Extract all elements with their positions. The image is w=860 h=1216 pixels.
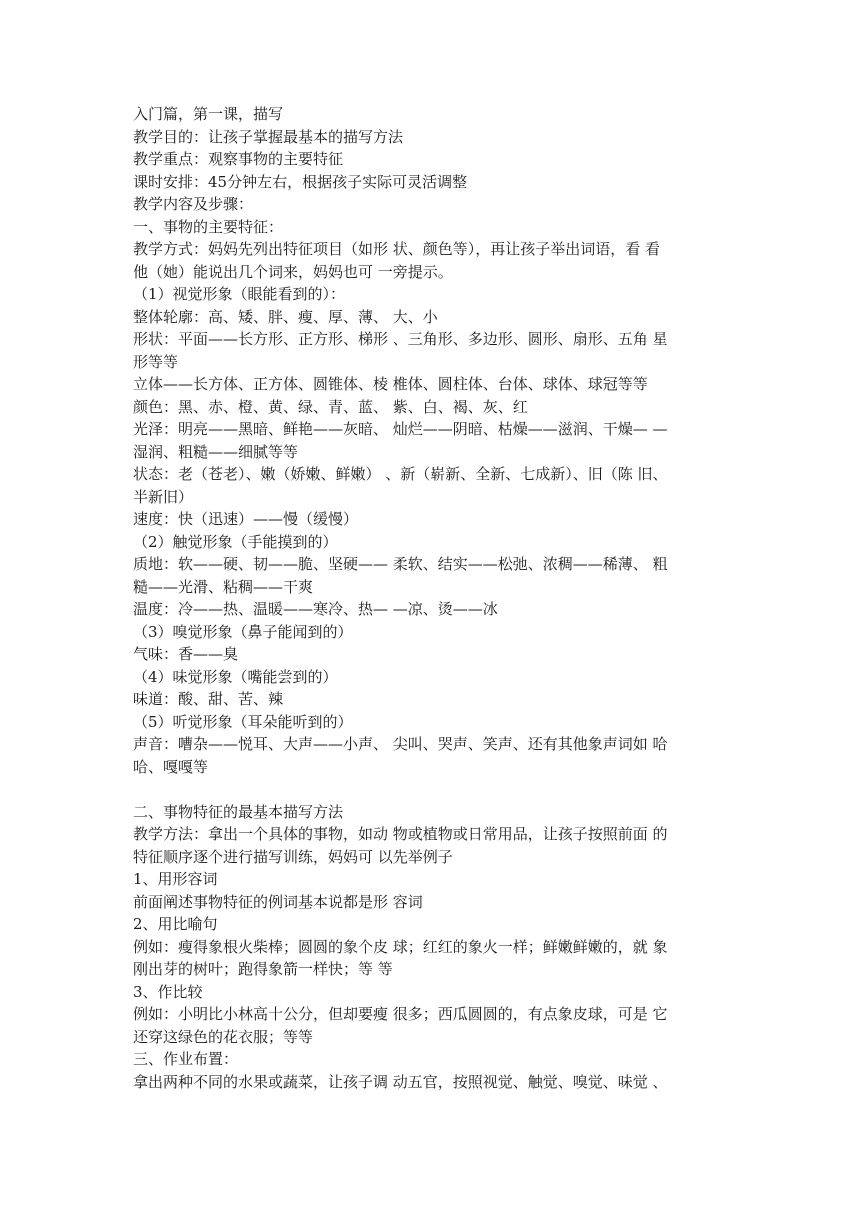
time-arrangement: 课时安排：45分钟左右，根据孩子实际可灵活调整	[133, 172, 468, 191]
text-line: 立体——长方体、正方体、圆锥体、棱 椎体、圆柱体、台体、球体、球冠等等	[133, 375, 648, 393]
text-line: 哈、嘎嘎等	[133, 757, 209, 776]
teaching-goal: 教学目的：让孩子掌握最基本的描写方法	[133, 127, 404, 146]
text-line: 半新旧）	[133, 487, 194, 506]
document-body	[133, 103, 733, 1093]
text-line: 例如：小明比小林高十公分，但却要瘦 很多；西瓜圆圆的，有点象皮球，可是 它	[133, 1005, 668, 1023]
text-line: 拿出两种不同的水果或蔬菜，让孩子调 动五官，按照视觉、触觉、嗅觉、味觉 、	[133, 1072, 668, 1091]
lesson-title: 入门篇，第一课，描写	[133, 105, 284, 123]
subsection-touch: （2）触觉形象（手能摸到的）	[133, 532, 338, 551]
method-2-heading: 2、用比喻句	[133, 915, 218, 933]
text-line: 前面阐述事物特征的例词基本说都是形 容词	[133, 892, 423, 911]
blank-line	[133, 778, 733, 801]
teaching-focus: 教学重点：观察事物的主要特征	[133, 150, 344, 168]
content-heading: 教学内容及步骤：	[133, 195, 254, 213]
text-line: 状态：老（苍老）、嫩（娇嫩、鲜嫩） 、新（崭新、全新、七成新）、旧（陈 旧、	[133, 465, 668, 483]
text-line: 湿润、粗糙——细腻等等	[133, 442, 299, 461]
text-line: 质地：软——硬、韧——脆、坚硬—— 柔软、结实——松弛、浓稠——稀薄、 粗	[133, 555, 668, 573]
text-line: 还穿这绿色的花衣服；等等	[133, 1027, 314, 1046]
section-1-heading: 一、事物的主要特征：	[133, 217, 284, 236]
text-line: 刚出芽的树叶；跑得象箭一样快；等 等	[133, 960, 393, 978]
text-line: 形状：平面——长方形、正方形、梯形 、三角形、多边形、圆形、扇形、五角 星	[133, 330, 668, 348]
text-line: 糙——光滑、粘稠——干爽	[133, 577, 314, 596]
text-line: 教学方式：妈妈先列出特征项目（如形 状、颜色等），再让孩子举出词语，看 看	[133, 240, 661, 258]
text-line: 他（她）能说出几个词来，妈妈也可 一旁提示。	[133, 262, 453, 281]
section-3-heading: 三、作业布置：	[133, 1050, 239, 1068]
text-line: 速度：快（迅速）——慢（缓慢）	[133, 510, 359, 528]
section-2-heading: 二、事物特征的最基本描写方法	[133, 802, 344, 821]
text-line: 光泽：明亮——黑暗、鲜艳——灰暗、 灿烂——阴暗、枯燥——滋润、干燥— —	[133, 420, 668, 438]
text-line: 温度：冷——热、温暖——寒冷、热— —凉、烫——冰	[133, 600, 498, 618]
text-line: 声音：嘈杂——悦耳、大声——小声、 尖叫、哭声、笑声、还有其他象声词如 哈	[133, 735, 668, 753]
method-1-heading: 1、用形容词	[133, 870, 218, 888]
text-line: 教学方法：拿出一个具体的事物，如动 物或植物或日常用品，让孩子按照前面 的	[133, 825, 668, 843]
subsection-smell: （3）嗅觉形象（鼻子能闻到的）	[133, 622, 353, 641]
subsection-visual: （1）视觉形象（眼能看到的）：	[133, 285, 346, 303]
text-line: 形等等	[133, 352, 179, 371]
text-line: 味道：酸、甜、苦、辣	[133, 690, 284, 708]
text-line: 例如：瘦得象根火柴棒；圆圆的象个皮 球；红红的象火一样；鲜嫩鲜嫩的，就 象	[133, 937, 668, 956]
subsection-taste: （4）味觉形象（嘴能尝到的）	[133, 667, 338, 686]
text-line: 特征顺序逐个进行描写训练，妈妈可 以先举例子	[133, 847, 453, 866]
text-line: 整体轮廓：高、矮、胖、瘦、厚、薄、 大、小	[133, 307, 438, 326]
subsection-hearing: （5）听觉形象（耳朵能听到的）	[133, 712, 353, 731]
text-line: 颜色：黑、赤、橙、黄、绿、青、蓝、 紫、白、褐、灰、红	[133, 397, 528, 416]
method-3-heading: 3、作比较	[133, 982, 203, 1001]
text-line: 气味：香——臭	[133, 645, 239, 663]
